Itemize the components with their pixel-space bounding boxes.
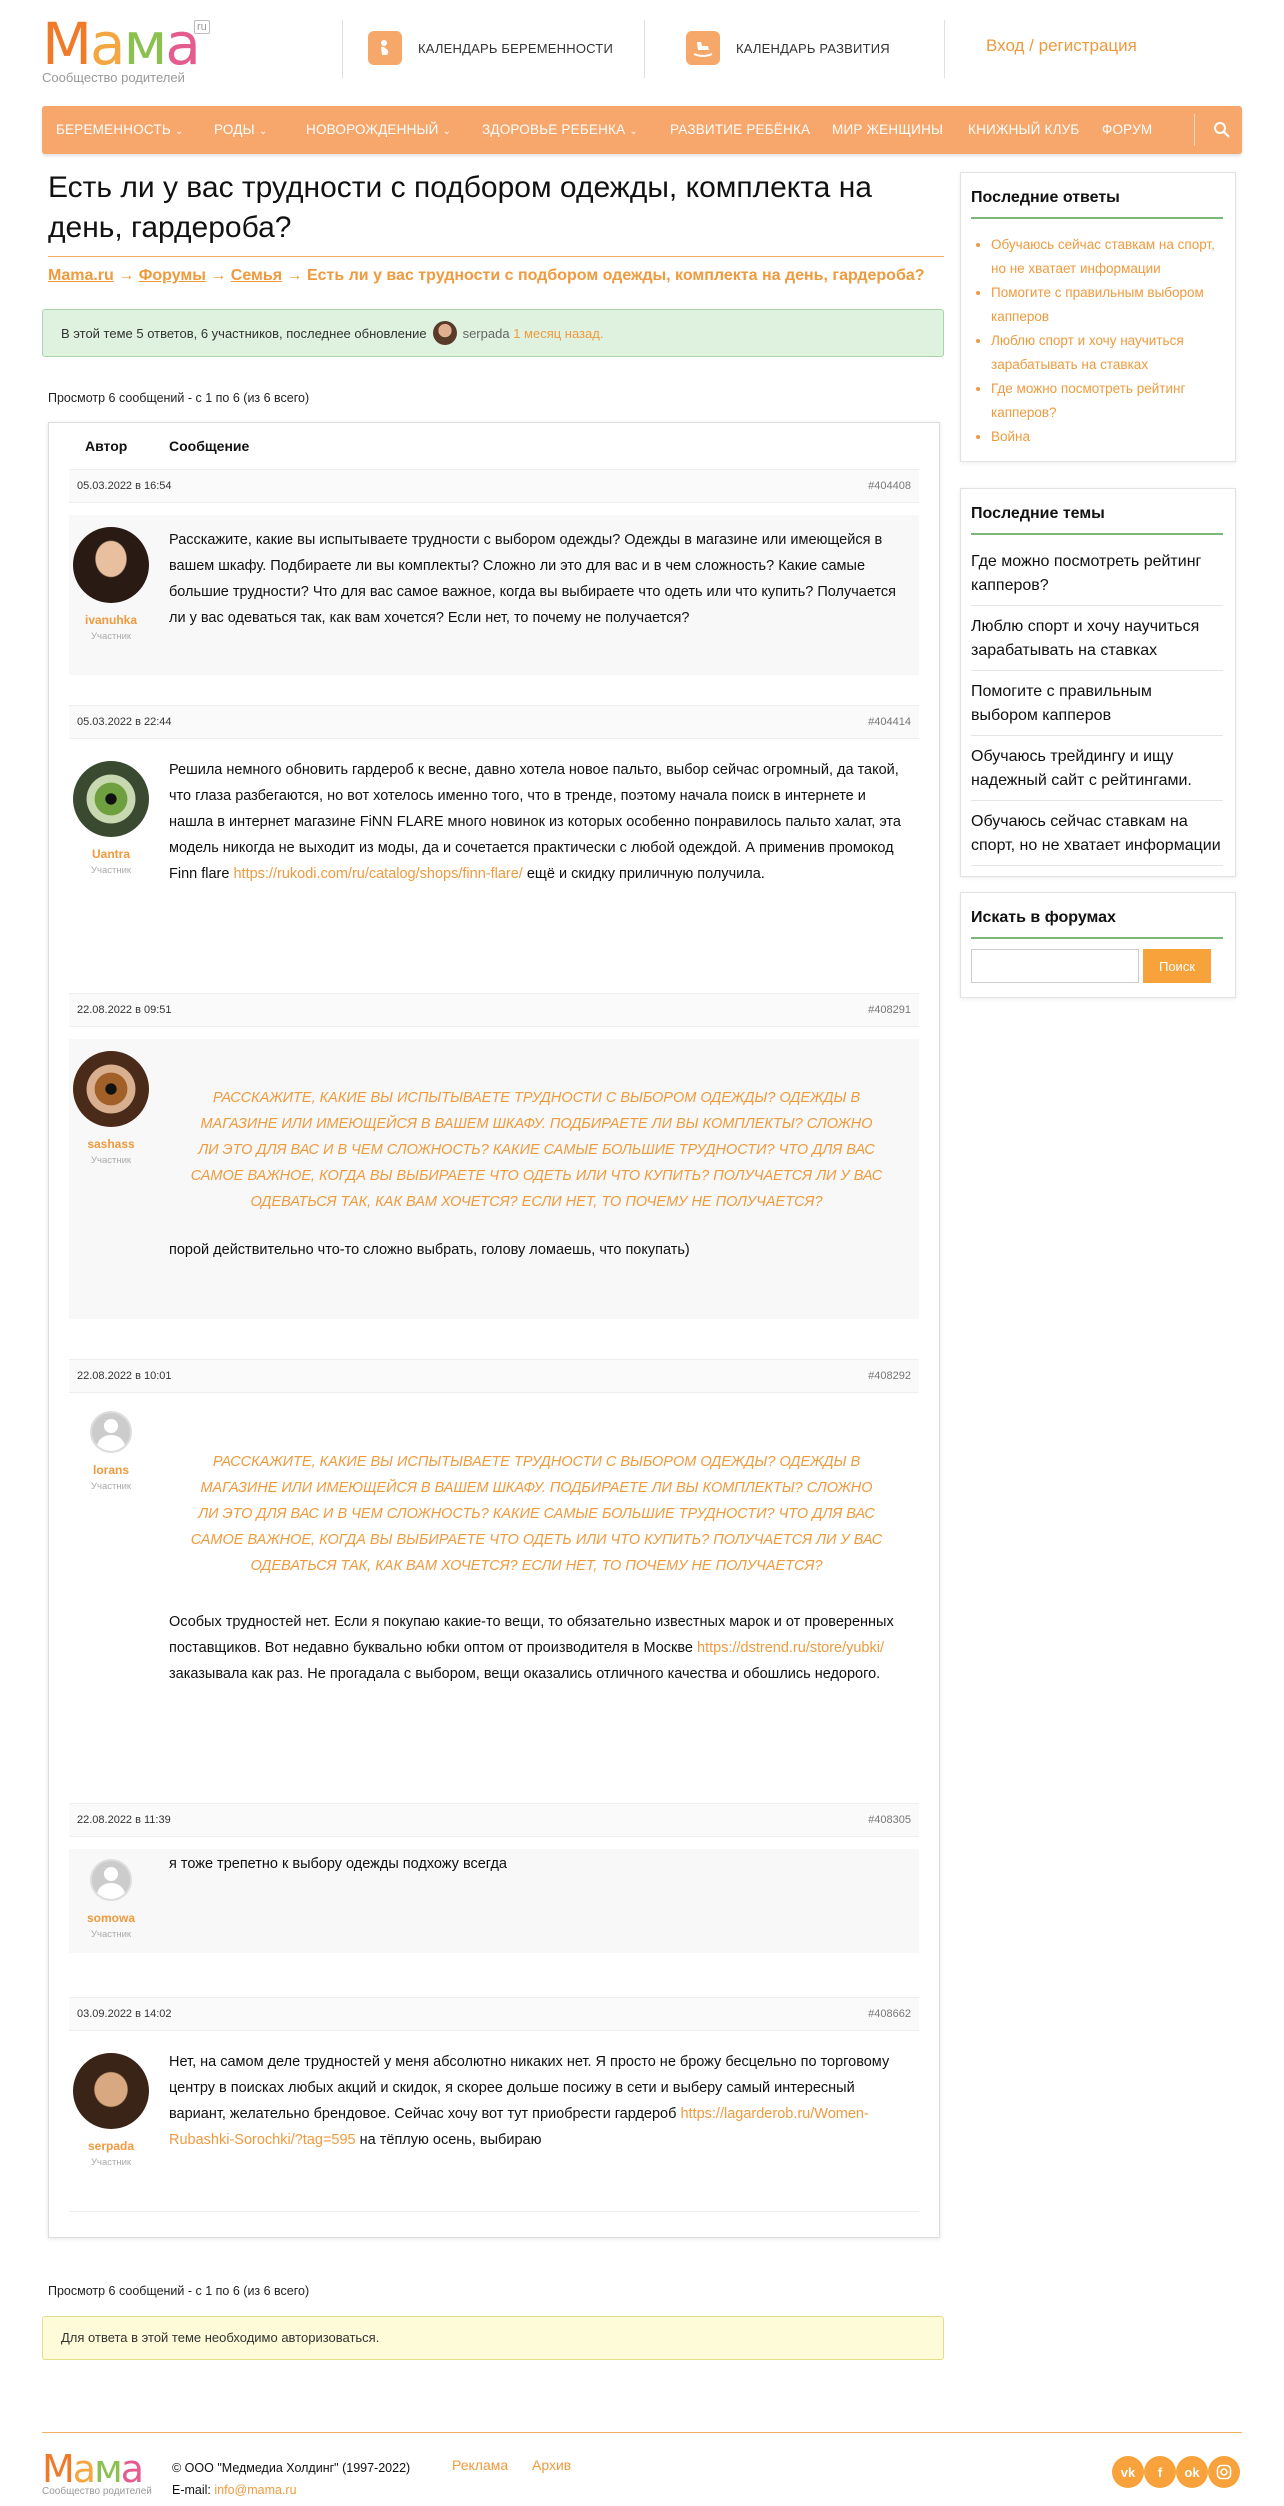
list-item[interactable]	[991, 281, 1223, 329]
author-role: Участник	[90, 1155, 132, 1166]
main-content	[42, 168, 944, 2168]
post-date: 05.03.2022 в 16:54	[77, 480, 172, 492]
nav-item-forum[interactable]	[1102, 106, 1152, 154]
footer-ads-link[interactable]: Реклама	[452, 2457, 509, 2473]
nav-label: РОДЫ	[214, 122, 255, 137]
post-quote: РАССКАЖИТЕ, КАКИЕ ВЫ ИСПЫТЫВАЕТЕ ТРУДНОСТИ С ВЫБОРОМ ОДЕЖДЫ? ОДЕЖДЫ В МАГАЗИНЕ ИЛИ ИМЕЮЩЕЙСЯ В ВАШЕМ ШКАФУ. ПОДБИРАЕТЕ ЛИ ВЫ КОМПЛЕКТЫ? СЛОЖНО ЛИ ЭТО ДЛЯ ВАС И В ЧЕМ СЛОЖНОСТЬ? КАКИЕ САМЫЕ БОЛЬШИЕ ТРУДНОСТИ? ЧТО ДЛЯ ВАС САМОЕ ВАЖНОЕ, КОГДА ВЫ ВЫБИРАЕТЕ ЧТО ОДЕТЬ ИЛИ ЧТО КУПИТЬ? ПОЛУЧАЕТСЯ ЛИ У ВАС ОДЕВАТЬСЯ ТАК, КАК ВАМ ХОЧЕТСЯ? ЕСЛИ НЕТ, ТО ПОЧЕМУ НЕ ПОЛУЧАЕТСЯ?	[190, 1090, 883, 1210]
post-permalink[interactable]: #404414	[868, 716, 911, 728]
forum-post	[69, 993, 919, 1319]
post-meta	[69, 1997, 919, 2031]
forum-post	[69, 1803, 919, 1953]
main-navigation	[42, 106, 1242, 154]
forum-post	[69, 705, 919, 882]
topic-link[interactable]: Обучаюсь сейчас ставкам на спорт, но не хватает информации	[971, 801, 1223, 866]
email-label: E-mail:	[172, 2483, 211, 2497]
author-role: Участник	[90, 1481, 132, 1492]
post-text-part: Нет, на самом деле трудностей у меня абсолютно никаких нет. Я просто не брожу бесцельно по торговому центру в поисках любых акций и скидок, я скорее дольше посижу в сети и выберу самый интересный вариант, желательно брендовое. Сейчас хочу вот тут приобрести гардероб	[169, 2054, 890, 2122]
site-header	[42, 0, 1242, 100]
footer-copyright	[172, 2457, 410, 2501]
notice-user-link[interactable]: serpada	[462, 325, 510, 341]
avatar[interactable]	[73, 2053, 149, 2129]
breadcrumb-separator: →	[210, 267, 227, 284]
avatar[interactable]	[90, 1411, 132, 1453]
nav-label: ФОРУМ	[1102, 122, 1153, 137]
widget-title: Искать в форумах	[971, 909, 1223, 939]
rocking-horse-icon	[686, 31, 720, 65]
chevron-down-icon: ⌄	[629, 126, 638, 137]
post-author	[69, 1051, 153, 1166]
breadcrumb-separator: →	[118, 267, 135, 284]
posts-header	[49, 423, 939, 469]
copyright-text: © ООО "Медмедиа Холдинг" (1997-2022)	[172, 2461, 411, 2475]
author-role: Участник	[90, 2157, 132, 2168]
post-text: Расскажите, какие вы испытываете трудности с выбором одежды? Одежды в магазине или имеющейся в вашем шкафу. Подбираете ли вы комплекты? Сложно ли это для вас и в чем сложность? Какие самые большие трудности? Что для вас самое важное, когда вы выбираете что одеть или что купить? Получается ли у вас одеваться так, как вам хочется? Если нет, то почему не получается?	[169, 532, 897, 626]
post-date: 22.08.2022 в 11:39	[77, 1814, 171, 1826]
post-date: 05.03.2022 в 22:44	[77, 716, 172, 728]
post-author	[69, 761, 153, 876]
breadcrumb-home[interactable]: Mama.ru	[48, 267, 114, 284]
avatar[interactable]	[433, 321, 457, 345]
author-name[interactable]: lorans	[92, 1463, 129, 1477]
forum-post	[69, 1997, 919, 2168]
widget-title: Последние ответы	[971, 189, 1223, 219]
post-body	[69, 1849, 919, 1953]
post-text-part: на тёплую осень, выбираю	[359, 2132, 542, 2148]
pregnancy-icon	[368, 31, 402, 65]
post-permalink[interactable]: #408662	[868, 2008, 911, 2020]
nav-label: КНИЖНЫЙ КЛУБ	[968, 122, 1080, 137]
recent-topics-list	[961, 535, 1235, 876]
breadcrumb	[42, 265, 944, 287]
author-name[interactable]: sashass	[87, 1137, 135, 1151]
post-author	[69, 2053, 153, 2168]
post-body	[69, 515, 919, 675]
header-divider	[944, 20, 945, 78]
title-divider	[48, 256, 944, 257]
logo-wordmark: Мама	[42, 2447, 143, 2491]
post-link[interactable]: https://lagarderob.ru/Women-Rubashki-Sorochki/?tag=595	[169, 2106, 869, 2148]
author-name[interactable]: Uantra	[91, 847, 130, 861]
nav-item-child-health[interactable]	[482, 106, 638, 154]
pagination-info: Просмотр 6 сообщений - с 1 по 6 (из 6 всего)	[48, 391, 310, 405]
post-text	[169, 1609, 904, 1687]
breadcrumb-separator: →	[286, 267, 303, 284]
development-calendar-link[interactable]	[686, 28, 890, 68]
post-text-part: заказывала как раз. Не прогадала с выбором, вещи оказались отличного качества и обошлись недорого.	[169, 1666, 881, 1682]
pregnancy-calendar-link[interactable]	[368, 28, 613, 68]
reply-link[interactable]: Люблю спорт и хочу научиться зарабатывать на ставках	[991, 333, 1184, 372]
post-text-part: Особых трудностей нет. Если я покупаю какие-то вещи, то обязательно известных марок и от проверенных поставщиков. Вот недавно буквально юбки оптом от производителя в Москве	[169, 1614, 894, 1656]
reply-link[interactable]: Помогите с правильным выбором капперов	[991, 285, 1204, 324]
recent-replies-widget	[960, 172, 1236, 462]
forum-post	[69, 1359, 919, 1682]
nav-label: БЕРЕМЕННОСТЬ	[56, 122, 171, 137]
nav-label: МИР ЖЕНЩИНЫ	[832, 122, 944, 137]
author-name[interactable]: ivanuhka	[84, 613, 138, 627]
nav-item-womens-world[interactable]	[832, 106, 943, 154]
footer-logo[interactable]	[42, 2447, 152, 2497]
pregnancy-calendar-label: КАЛЕНДАРЬ БЕРЕМЕННОСТИ	[418, 40, 613, 56]
post-permalink[interactable]: #408292	[868, 1370, 911, 1382]
forum-search-button[interactable]: Поиск	[1143, 949, 1211, 983]
nav-label: ЗДОРОВЬЕ РЕБЕНКА	[482, 122, 626, 137]
post-body	[69, 1039, 919, 1319]
column-author: Автор	[85, 438, 128, 454]
post-date: 03.09.2022 в 14:02	[77, 2008, 172, 2020]
post-content	[169, 1449, 904, 1687]
forum-search-input[interactable]	[971, 949, 1139, 983]
post-permalink[interactable]: #408291	[868, 1004, 911, 1016]
auth-required-notice: Для ответа в этой теме необходимо авторизоваться.	[42, 2316, 944, 2360]
nav-item-child-development[interactable]	[670, 106, 810, 154]
post-author	[69, 527, 153, 642]
author-name[interactable]: serpada	[87, 2139, 135, 2153]
breadcrumb-family[interactable]: Семья	[230, 267, 283, 284]
footer-archive-link[interactable]: Архив	[532, 2457, 572, 2473]
nav-item-book-club[interactable]	[968, 106, 1080, 154]
topic-link[interactable]: Помогите с правильным выбором капперов	[971, 671, 1223, 736]
recent-replies-list	[961, 219, 1235, 461]
email-link[interactable]: info@mama.ru	[214, 2483, 297, 2497]
post-permalink[interactable]: #408305	[868, 1814, 911, 1826]
avatar[interactable]	[90, 1859, 132, 1901]
post-quote: РАССКАЖИТЕ, КАКИЕ ВЫ ИСПЫТЫВАЕТЕ ТРУДНОСТИ С ВЫБОРОМ ОДЕЖДЫ? ОДЕЖДЫ В МАГАЗИНЕ ИЛИ ИМЕЮЩЕЙСЯ В ВАШЕМ ШКАФУ. ПОДБИРАЕТЕ ЛИ ВЫ КОМПЛЕКТЫ? СЛОЖНО ЛИ ЭТО ДЛЯ ВАС И В ЧЕМ СЛОЖНОСТЬ? КАКИЕ САМЫЕ БОЛЬШИЕ ТРУДНОСТИ? ЧТО ДЛЯ ВАС САМОЕ ВАЖНОЕ, КОГДА ВЫ ВЫБИРАЕТЕ ЧТО ОДЕТЬ ИЛИ ЧТО КУПИТЬ? ПОЛУЧАЕТСЯ ЛИ У ВАС ОДЕВАТЬСЯ ТАК, КАК ВАМ ХОЧЕТСЯ? ЕСЛИ НЕТ, ТО ПОЧЕМУ НЕ ПОЛУЧАЕТСЯ?	[190, 1454, 883, 1574]
post-text: порой действительно что-то сложно выбрать, голову ломаешь, что покупать)	[169, 1242, 690, 1258]
facebook-icon[interactable]: f	[1144, 2456, 1176, 2488]
topic-link[interactable]: Где можно посмотреть рейтинг капперов?	[971, 541, 1223, 606]
footer-divider	[42, 2432, 1242, 2433]
header-divider	[644, 20, 645, 78]
list-item[interactable]	[991, 377, 1223, 425]
post-content	[169, 1085, 904, 1263]
forum-search-widget	[960, 892, 1236, 998]
nav-label: РАЗВИТИЕ РЕБЁНКА	[670, 122, 811, 137]
post-date: 22.08.2022 в 10:01	[77, 1370, 172, 1382]
topic-link[interactable]: Обучаюсь трейдингу и ищу надежный сайт с рейтингами.	[971, 736, 1223, 801]
post-text	[169, 757, 904, 887]
post-link[interactable]: https://dstrend.ru/store/yubki/	[697, 1640, 884, 1656]
login-register-link[interactable]: Вход / регистрация	[986, 36, 1137, 55]
site-logo[interactable]	[42, 10, 222, 86]
list-item[interactable]	[991, 233, 1223, 281]
avatar[interactable]	[73, 527, 149, 603]
breadcrumb-current: Есть ли у вас трудности с подбором одежды, комплекта на день, гардероба?	[306, 267, 925, 284]
avatar[interactable]	[73, 1051, 149, 1127]
logo-subtitle: Сообщество родителей	[42, 2486, 152, 2497]
widget-title: Последние темы	[971, 505, 1223, 535]
column-message: Сообщение	[169, 438, 250, 454]
logo-subtitle: Сообщество родителей	[42, 70, 185, 85]
nav-item-newborn[interactable]	[306, 106, 451, 154]
logo-wordmark: Мама	[42, 10, 199, 78]
recent-topics-widget	[960, 488, 1236, 877]
page-title: Есть ли у вас трудности с подбором одежды, комплекта на день, гардероба?	[48, 171, 872, 244]
chevron-down-icon: ⌄	[442, 126, 452, 137]
search-icon[interactable]	[1202, 106, 1242, 154]
post-meta	[69, 993, 919, 1027]
post-text: я тоже трепетно к выбору одежды подхожу всегда	[169, 1856, 507, 1872]
breadcrumb-forums[interactable]: Форумы	[138, 267, 206, 284]
post-author	[69, 1851, 153, 1940]
forum-post	[69, 469, 919, 675]
post-meta	[69, 469, 919, 503]
post-divider	[69, 2211, 919, 2212]
nav-item-birth[interactable]	[214, 106, 267, 154]
post-meta	[69, 1803, 919, 1837]
header-divider	[342, 20, 343, 78]
post-meta	[69, 1359, 919, 1393]
odnoklassniki-icon[interactable]: ok	[1176, 2456, 1208, 2488]
notice-time-link[interactable]: 1 месяц назад.	[513, 325, 604, 341]
topic-link[interactable]: Люблю спорт и хочу научиться зарабатывать на ставках	[971, 606, 1223, 671]
pagination-info: Просмотр 6 сообщений - с 1 по 6 (из 6 всего)	[48, 2284, 310, 2298]
nav-divider	[1194, 114, 1195, 146]
post-date: 22.08.2022 в 09:51	[77, 1004, 172, 1016]
list-item[interactable]	[991, 425, 1223, 449]
reply-link[interactable]: Обучаюсь сейчас ставкам на спорт, но не хватает информации	[991, 237, 1215, 276]
post-link[interactable]: https://rukodi.com/ru/catalog/shops/finn-flare/	[233, 866, 523, 882]
nav-item-pregnancy[interactable]	[56, 106, 184, 154]
vk-icon[interactable]: vk	[1112, 2456, 1144, 2488]
author-role: Участник	[90, 865, 132, 876]
post-meta	[69, 705, 919, 739]
author-role: Участник	[90, 631, 132, 642]
avatar[interactable]	[73, 761, 149, 837]
notice-text: В этой теме 5 ответов, 6 участников, последнее обновление	[61, 325, 427, 341]
list-item[interactable]	[991, 329, 1223, 377]
development-calendar-label: КАЛЕНДАРЬ РАЗВИТИЯ	[736, 40, 890, 56]
post-text-part: ещё и скидку приличную получила.	[526, 866, 765, 882]
topic-info-notice	[42, 309, 944, 357]
forum-topic-posts	[48, 422, 940, 2238]
post-text-part: Решила немного обновить гардероб к весне, давно хотела новое пальто, выбор сейчас огромный, да такой, что глаза разбегаются, но вот хотелось именно того, что в тренде, поэтому начала поиск в интернете и нашла в интернет магазине FiNN FLARE много новинок из которых особенно понравилось пальто халат, эта модель никогда не выходит из моды, да и сочетается практически с любой одеждой. А применив промокод Finn flare	[169, 762, 901, 882]
post-text	[169, 2049, 904, 2153]
chevron-down-icon: ⌄	[174, 126, 184, 137]
instagram-icon[interactable]	[1208, 2456, 1240, 2488]
chevron-down-icon: ⌄	[258, 126, 268, 137]
search-form	[961, 939, 1235, 997]
logo-badge: ru	[194, 20, 210, 34]
reply-link[interactable]: Война	[991, 429, 1031, 444]
reply-link[interactable]: Где можно посмотреть рейтинг капперов?	[991, 381, 1186, 420]
nav-label: НОВОРОЖДЕННЫЙ	[306, 122, 439, 137]
post-author	[69, 1403, 153, 1492]
author-role: Участник	[90, 1929, 132, 1940]
footer-email	[172, 2479, 410, 2501]
author-name[interactable]: somowa	[86, 1911, 135, 1925]
post-permalink[interactable]: #404408	[868, 480, 911, 492]
